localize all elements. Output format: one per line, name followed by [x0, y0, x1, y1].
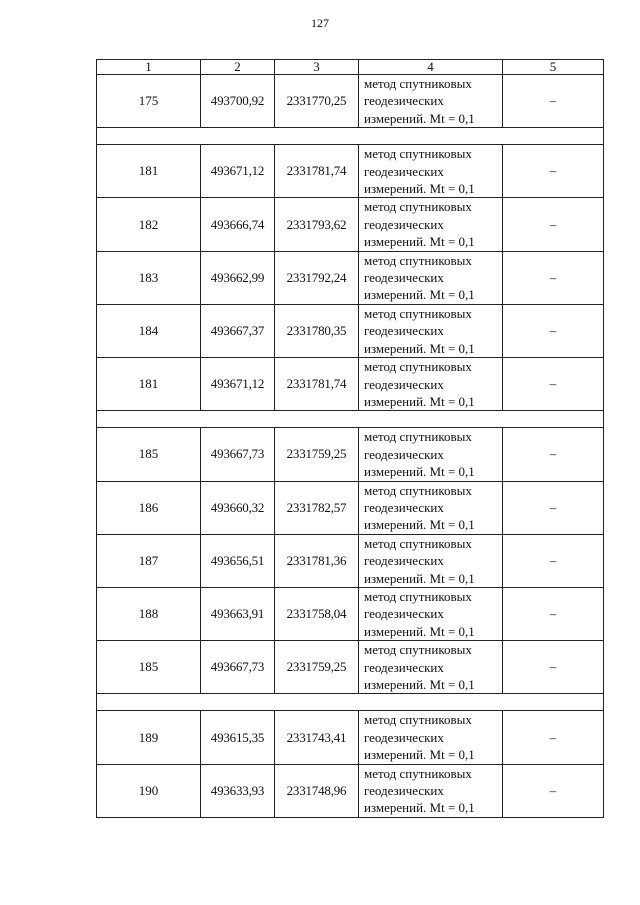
method-text-line: измерений. Mt = 0,1	[364, 393, 475, 409]
method-text-line: метод спутниковых	[364, 765, 472, 781]
method-text-line: измерений. Mt = 0,1	[364, 623, 475, 639]
method-text-line: метод спутниковых	[364, 199, 472, 215]
note-cell: –	[503, 428, 604, 481]
y-coordinate-cell: 2331743,41	[275, 711, 359, 764]
point-number-cell: 186	[97, 481, 201, 534]
method-text-line: метод спутниковых	[364, 642, 472, 658]
point-number-cell: 190	[97, 764, 201, 817]
method-text-line: метод спутниковых	[364, 535, 472, 551]
separator-row	[97, 411, 604, 428]
method-cell	[359, 587, 503, 640]
method-cell	[359, 358, 503, 411]
x-coordinate-cell: 493615,35	[201, 711, 275, 764]
note-cell: –	[503, 534, 604, 587]
method-cell	[359, 764, 503, 817]
method-text-line: геодезических	[364, 376, 444, 392]
method-text-line: измерений. Mt = 0,1	[364, 677, 475, 692]
y-coordinate-cell: 2331780,35	[275, 304, 359, 357]
method-text-line: геодезических	[364, 783, 444, 799]
method-text-line: геодезических	[364, 93, 444, 109]
header-cell-3: 3	[275, 60, 359, 75]
method-text-line: измерений. Mt = 0,1	[364, 340, 475, 356]
method-text-line: измерений. Mt = 0,1	[364, 464, 475, 480]
method-cell	[359, 145, 503, 198]
table-row	[97, 198, 604, 251]
point-number-cell: 188	[97, 587, 201, 640]
x-coordinate-cell: 493671,12	[201, 358, 275, 411]
method-text-line: геодезических	[364, 216, 444, 232]
method-text-line: измерений. Mt = 0,1	[364, 110, 475, 126]
point-number-cell: 184	[97, 304, 201, 357]
method-text-line: метод спутниковых	[364, 588, 472, 604]
point-number-cell: 181	[97, 358, 201, 411]
method-text-line: метод спутниковых	[364, 252, 472, 268]
method-cell	[359, 428, 503, 481]
y-coordinate-cell: 2331758,04	[275, 587, 359, 640]
method-text-line: измерений. Mt = 0,1	[364, 747, 475, 763]
y-coordinate-cell: 2331770,25	[275, 75, 359, 128]
x-coordinate-cell: 493660,32	[201, 481, 275, 534]
coordinates-table-body	[97, 60, 604, 818]
note-cell: –	[503, 358, 604, 411]
x-coordinate-cell: 493662,99	[201, 251, 275, 304]
point-number-cell: 183	[97, 251, 201, 304]
point-number-cell: 181	[97, 145, 201, 198]
method-text-line: геодезических	[364, 606, 444, 622]
separator-cell	[97, 694, 604, 711]
point-number-cell: 185	[97, 428, 201, 481]
method-text-line: метод спутниковых	[364, 429, 472, 445]
x-coordinate-cell: 493667,73	[201, 641, 275, 694]
y-coordinate-cell: 2331792,24	[275, 251, 359, 304]
method-text-line: геодезических	[364, 729, 444, 745]
table-row	[97, 534, 604, 587]
table-row	[97, 641, 604, 694]
header-cell-2: 2	[201, 60, 275, 75]
y-coordinate-cell: 2331793,62	[275, 198, 359, 251]
table-row	[97, 75, 604, 128]
method-cell	[359, 534, 503, 587]
y-coordinate-cell: 2331782,57	[275, 481, 359, 534]
method-text-line: геодезических	[364, 323, 444, 339]
x-coordinate-cell: 493633,93	[201, 764, 275, 817]
header-cell-4: 4	[359, 60, 503, 75]
method-text-line: измерений. Mt = 0,1	[364, 287, 475, 303]
x-coordinate-cell: 493667,73	[201, 428, 275, 481]
method-text-line: геодезических	[364, 499, 444, 515]
y-coordinate-cell: 2331781,74	[275, 358, 359, 411]
method-text-line: измерений. Mt = 0,1	[364, 517, 475, 533]
note-cell: –	[503, 764, 604, 817]
x-coordinate-cell: 493700,92	[201, 75, 275, 128]
method-cell	[359, 304, 503, 357]
method-text-line: метод спутниковых	[364, 359, 472, 375]
method-text-line: метод спутниковых	[364, 712, 472, 728]
method-text-line: метод спутниковых	[364, 305, 472, 321]
note-cell: –	[503, 251, 604, 304]
x-coordinate-cell: 493666,74	[201, 198, 275, 251]
note-cell: –	[503, 75, 604, 128]
method-cell	[359, 198, 503, 251]
table-row	[97, 145, 604, 198]
point-number-cell: 182	[97, 198, 201, 251]
y-coordinate-cell: 2331781,36	[275, 534, 359, 587]
table-row	[97, 428, 604, 481]
note-cell: –	[503, 145, 604, 198]
point-number-cell: 175	[97, 75, 201, 128]
method-text-line: геодезических	[364, 163, 444, 179]
note-cell: –	[503, 587, 604, 640]
note-cell: –	[503, 641, 604, 694]
y-coordinate-cell: 2331748,96	[275, 764, 359, 817]
note-cell: –	[503, 304, 604, 357]
method-cell	[359, 481, 503, 534]
method-text-line: измерений. Mt = 0,1	[364, 570, 475, 586]
page-number: 127	[311, 16, 329, 30]
table-row	[97, 587, 604, 640]
table-row	[97, 304, 604, 357]
x-coordinate-cell: 493671,12	[201, 145, 275, 198]
method-text-line: измерений. Mt = 0,1	[364, 234, 475, 250]
x-coordinate-cell: 493667,37	[201, 304, 275, 357]
x-coordinate-cell: 493663,91	[201, 587, 275, 640]
method-text-line: метод спутниковых	[364, 146, 472, 162]
method-cell	[359, 641, 503, 694]
method-text-line: измерений. Mt = 0,1	[364, 181, 475, 197]
method-text-line: геодезических	[364, 659, 444, 675]
method-text-line: геодезических	[364, 446, 444, 462]
header-cell-1: 1	[97, 60, 201, 75]
table-row	[97, 481, 604, 534]
coordinates-table	[96, 59, 604, 818]
header-row	[97, 60, 604, 75]
x-coordinate-cell: 493656,51	[201, 534, 275, 587]
header-cell-5: 5	[503, 60, 604, 75]
y-coordinate-cell: 2331781,74	[275, 145, 359, 198]
method-text-line: геодезических	[364, 270, 444, 286]
method-cell	[359, 251, 503, 304]
point-number-cell: 187	[97, 534, 201, 587]
note-cell: –	[503, 198, 604, 251]
point-number-cell: 189	[97, 711, 201, 764]
table-row	[97, 764, 604, 817]
method-cell	[359, 711, 503, 764]
note-cell: –	[503, 481, 604, 534]
separator-cell	[97, 128, 604, 145]
separator-cell	[97, 411, 604, 428]
y-coordinate-cell: 2331759,25	[275, 428, 359, 481]
table-row	[97, 358, 604, 411]
note-cell: –	[503, 711, 604, 764]
y-coordinate-cell: 2331759,25	[275, 641, 359, 694]
separator-row	[97, 694, 604, 711]
method-text-line: геодезических	[364, 553, 444, 569]
method-text-line: метод спутниковых	[364, 76, 472, 91]
method-cell	[359, 75, 503, 128]
table-row	[97, 251, 604, 304]
point-number-cell: 185	[97, 641, 201, 694]
table-row	[97, 711, 604, 764]
method-text-line: измерений. Mt = 0,1	[364, 800, 475, 816]
separator-row	[97, 128, 604, 145]
method-text-line: метод спутниковых	[364, 482, 472, 498]
